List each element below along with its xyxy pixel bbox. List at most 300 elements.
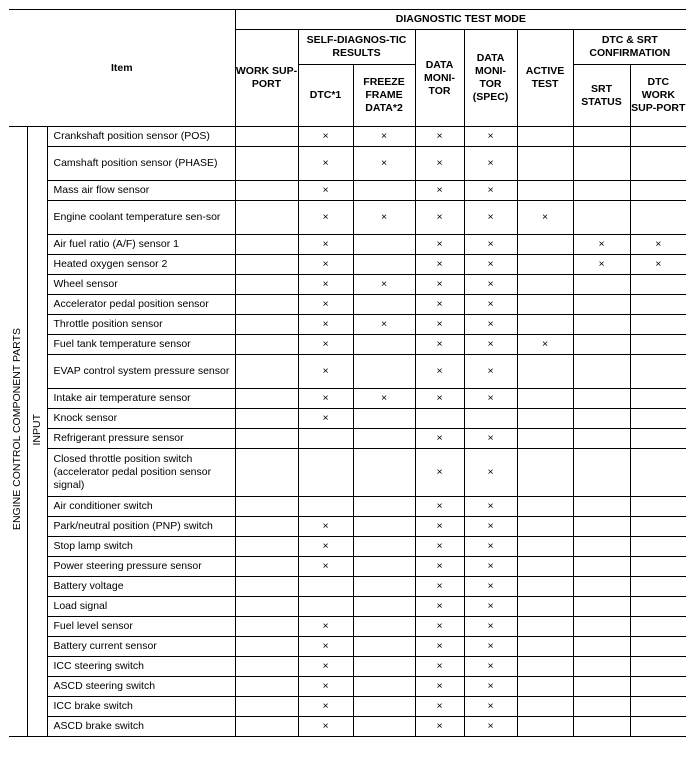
check-mark: × (487, 600, 494, 612)
check-mark: × (322, 660, 329, 672)
check-mark: × (322, 620, 329, 632)
check-mark: × (436, 184, 443, 196)
check-mark: × (487, 680, 494, 692)
mode-cell (517, 147, 573, 181)
mode-cell (464, 557, 517, 577)
mode-cell (353, 389, 415, 409)
check-mark: × (487, 211, 494, 223)
table-row (9, 201, 686, 235)
item-cell: ASCD brake switch (47, 717, 235, 737)
mode-cell (573, 201, 630, 235)
mode-cell (353, 255, 415, 275)
mode-cell (235, 517, 298, 537)
mode-cell (298, 657, 353, 677)
mode-cell (517, 657, 573, 677)
item-cell: Air fuel ratio (A/F) sensor 1 (47, 235, 235, 255)
check-mark: × (436, 540, 443, 552)
table-row (9, 235, 686, 255)
mode-cell (298, 409, 353, 429)
item-cell: Power steering pressure sensor (47, 557, 235, 577)
check-mark: × (436, 318, 443, 330)
check-mark: × (436, 157, 443, 169)
check-mark: × (487, 298, 494, 310)
mode-cell (573, 181, 630, 201)
mode-cell (630, 637, 686, 657)
mode-cell (415, 355, 464, 389)
mode-cell (353, 657, 415, 677)
mode-cell (573, 597, 630, 617)
mode-cell (235, 147, 298, 181)
check-mark: × (436, 560, 443, 572)
check-mark: × (322, 258, 329, 270)
check-mark: × (436, 520, 443, 532)
mode-cell (353, 517, 415, 537)
mode-cell (630, 697, 686, 717)
check-mark: × (487, 466, 494, 478)
mode-cell (235, 389, 298, 409)
mode-cell (235, 181, 298, 201)
check-mark: × (436, 365, 443, 377)
check-mark: × (436, 130, 443, 142)
mode-cell (630, 255, 686, 275)
check-mark: × (487, 130, 494, 142)
mode-cell (298, 235, 353, 255)
mode-cell (235, 275, 298, 295)
table-row (9, 181, 686, 201)
mode-cell (517, 235, 573, 255)
item-cell: Battery current sensor (47, 637, 235, 657)
item-cell: Fuel level sensor (47, 617, 235, 637)
check-mark: × (436, 298, 443, 310)
table-row (9, 637, 686, 657)
check-mark: × (380, 278, 388, 290)
mode-cell (630, 355, 686, 389)
mode-cell (464, 295, 517, 315)
mode-cell (630, 449, 686, 497)
item-cell: Knock sensor (47, 409, 235, 429)
table-row (9, 389, 686, 409)
mode-cell (630, 127, 686, 147)
mode-cell (464, 147, 517, 181)
mode-cell (464, 637, 517, 657)
mode-cell (235, 355, 298, 389)
check-mark: × (487, 184, 494, 196)
mode-cell (573, 389, 630, 409)
check-mark: × (487, 157, 494, 169)
mode-cell (353, 429, 415, 449)
mode-cell (630, 235, 686, 255)
check-mark: × (436, 700, 443, 712)
dtc-srt-confirmation-header: DTC & SRT CONFIRMATION (573, 30, 686, 65)
freeze-frame-header: FREEZE FRAME DATA*2 (353, 65, 415, 127)
mode-cell (298, 147, 353, 181)
table-row (9, 697, 686, 717)
check-mark: × (322, 298, 329, 310)
item-cell: ICC steering switch (47, 657, 235, 677)
mode-cell (353, 697, 415, 717)
mode-cell (235, 617, 298, 637)
data-monitor-spec-header: DATA MONI-TOR (SPEC) (464, 30, 517, 127)
mode-cell (464, 657, 517, 677)
mode-cell (298, 577, 353, 597)
mode-cell (517, 429, 573, 449)
mode-cell (464, 127, 517, 147)
mode-cell (464, 315, 517, 335)
mode-cell (517, 597, 573, 617)
check-mark: × (322, 720, 329, 732)
mode-cell (573, 617, 630, 637)
mode-cell (573, 315, 630, 335)
mode-cell (415, 335, 464, 355)
check-mark: × (436, 238, 443, 250)
item-cell: Air conditioner switch (47, 497, 235, 517)
mode-cell (353, 537, 415, 557)
check-mark: × (487, 392, 494, 404)
mode-cell (464, 335, 517, 355)
item-cell: Mass air flow sensor (47, 181, 235, 201)
mode-cell (517, 127, 573, 147)
mode-cell (415, 697, 464, 717)
mode-cell (298, 497, 353, 517)
mode-cell (573, 497, 630, 517)
mode-cell (353, 355, 415, 389)
item-cell: Park/neutral position (PNP) switch (47, 517, 235, 537)
mode-cell (353, 335, 415, 355)
mode-cell (573, 697, 630, 717)
item-cell: Closed throttle position switch (accelerator pedal position sensor signal) (47, 449, 235, 497)
mode-cell (353, 717, 415, 737)
mode-cell (235, 597, 298, 617)
item-cell: Battery voltage (47, 577, 235, 597)
check-mark: × (487, 620, 494, 632)
table-row (9, 335, 686, 355)
item-cell: Wheel sensor (47, 275, 235, 295)
mode-cell (464, 449, 517, 497)
mode-cell (630, 577, 686, 597)
check-mark: × (487, 720, 494, 732)
check-mark: × (487, 432, 494, 444)
check-mark: × (322, 184, 329, 196)
table-row (9, 557, 686, 577)
item-cell: Accelerator pedal position sensor (47, 295, 235, 315)
mode-cell (464, 389, 517, 409)
mode-cell (573, 577, 630, 597)
check-mark: × (487, 238, 494, 250)
check-mark: × (436, 211, 443, 223)
mode-cell (415, 295, 464, 315)
mode-cell (235, 295, 298, 315)
check-mark: × (487, 278, 494, 290)
mode-cell (464, 181, 517, 201)
mode-cell (353, 127, 415, 147)
mode-cell (298, 335, 353, 355)
mode-cell (517, 181, 573, 201)
check-mark: × (436, 680, 443, 692)
table-body (9, 127, 686, 737)
mode-cell (517, 335, 573, 355)
input-label-text: INPUT (30, 413, 43, 446)
mode-cell (415, 201, 464, 235)
check-mark: × (322, 412, 329, 424)
srt-status-header: SRT STATUS (573, 65, 630, 127)
table-row (9, 657, 686, 677)
mode-cell (298, 275, 353, 295)
table-row (9, 497, 686, 517)
mode-cell (630, 517, 686, 537)
mode-cell (573, 657, 630, 677)
mode-cell (630, 201, 686, 235)
mode-cell (235, 697, 298, 717)
mode-cell (573, 557, 630, 577)
mode-cell (298, 201, 353, 235)
mode-cell (298, 315, 353, 335)
table-row (9, 517, 686, 537)
mode-cell (517, 717, 573, 737)
mode-cell (573, 449, 630, 497)
check-mark: × (322, 365, 329, 377)
mode-cell (464, 597, 517, 617)
mode-cell (353, 201, 415, 235)
mode-cell (298, 389, 353, 409)
mode-cell (464, 497, 517, 517)
check-mark: × (322, 700, 329, 712)
table-row (9, 147, 686, 181)
mode-cell (415, 235, 464, 255)
mode-cell (517, 449, 573, 497)
check-mark: × (322, 640, 329, 652)
check-mark: × (322, 211, 329, 223)
table-row (9, 677, 686, 697)
check-mark: × (598, 238, 605, 250)
mode-cell (415, 409, 464, 429)
mode-cell (573, 335, 630, 355)
check-mark: × (322, 338, 329, 350)
check-mark: × (487, 580, 494, 592)
mode-cell (573, 235, 630, 255)
mode-cell (235, 335, 298, 355)
check-mark: × (436, 392, 443, 404)
mode-cell (517, 497, 573, 517)
item-cell: ASCD steering switch (47, 677, 235, 697)
check-mark: × (487, 700, 494, 712)
mode-cell (630, 537, 686, 557)
data-monitor-header: DATA MONI-TOR (415, 30, 464, 127)
mode-cell (573, 355, 630, 389)
table-row (9, 537, 686, 557)
mode-cell (464, 235, 517, 255)
check-mark: × (436, 432, 443, 444)
check-mark: × (436, 278, 443, 290)
mode-cell (298, 637, 353, 657)
mode-cell (353, 449, 415, 497)
mode-cell (235, 677, 298, 697)
mode-cell (353, 637, 415, 657)
item-cell: EVAP control system pressure sensor (47, 355, 235, 389)
mode-cell (415, 617, 464, 637)
check-mark: × (380, 211, 388, 223)
mode-cell (298, 127, 353, 147)
table-row (9, 255, 686, 275)
mode-cell (298, 557, 353, 577)
check-mark: × (436, 466, 443, 478)
mode-cell (235, 557, 298, 577)
mode-cell (573, 127, 630, 147)
mode-cell (298, 617, 353, 637)
check-mark: × (541, 338, 549, 350)
mode-cell (573, 409, 630, 429)
table-row (9, 127, 686, 147)
check-mark: × (436, 720, 443, 732)
mode-cell (415, 255, 464, 275)
mode-cell (298, 537, 353, 557)
check-mark: × (380, 318, 388, 330)
mode-cell (353, 315, 415, 335)
check-mark: × (541, 211, 549, 223)
mode-cell (464, 577, 517, 597)
check-mark: × (380, 130, 388, 142)
mode-cell (517, 201, 573, 235)
mode-cell (630, 617, 686, 637)
mode-cell (464, 617, 517, 637)
mode-cell (517, 537, 573, 557)
check-mark: × (322, 560, 329, 572)
dtc-work-support-header: DTC WORK SUP-PORT (630, 65, 686, 127)
table-row (9, 717, 686, 737)
check-mark: × (436, 640, 443, 652)
item-cell: Refrigerant pressure sensor (47, 429, 235, 449)
check-mark: × (436, 660, 443, 672)
check-mark: × (322, 540, 329, 552)
mode-cell (573, 677, 630, 697)
mode-cell (415, 497, 464, 517)
mode-cell (517, 557, 573, 577)
check-mark: × (487, 258, 494, 270)
engine-control-label (9, 127, 27, 737)
mode-cell (235, 717, 298, 737)
check-mark: × (598, 258, 605, 270)
mode-cell (464, 697, 517, 717)
mode-cell (235, 409, 298, 429)
mode-cell (517, 409, 573, 429)
mode-cell (353, 617, 415, 637)
mode-cell (415, 127, 464, 147)
mode-cell (298, 717, 353, 737)
mode-cell (298, 429, 353, 449)
check-mark: × (487, 640, 494, 652)
item-cell: Engine coolant temperature sen-sor (47, 201, 235, 235)
mode-cell (415, 537, 464, 557)
check-mark: × (322, 520, 329, 532)
mode-cell (235, 201, 298, 235)
mode-cell (298, 181, 353, 201)
table-row (9, 597, 686, 617)
mode-cell (298, 597, 353, 617)
mode-cell (630, 497, 686, 517)
mode-cell (573, 637, 630, 657)
check-mark: × (487, 540, 494, 552)
mode-cell (573, 517, 630, 537)
item-cell: Load signal (47, 597, 235, 617)
item-cell: Heated oxygen sensor 2 (47, 255, 235, 275)
mode-cell (235, 235, 298, 255)
mode-cell (630, 335, 686, 355)
work-support-header: WORK SUP-PORT (235, 30, 298, 127)
mode-cell (235, 657, 298, 677)
check-mark: × (322, 130, 329, 142)
mode-cell (415, 389, 464, 409)
mode-cell (573, 537, 630, 557)
mode-cell (415, 637, 464, 657)
mode-cell (517, 517, 573, 537)
table-row (9, 449, 686, 497)
mode-cell (573, 147, 630, 181)
mode-cell (415, 275, 464, 295)
check-mark: × (322, 680, 329, 692)
check-mark: × (322, 157, 329, 169)
mode-cell (573, 717, 630, 737)
mode-cell (464, 201, 517, 235)
item-header: Item (9, 10, 235, 127)
mode-cell (298, 517, 353, 537)
mode-cell (517, 275, 573, 295)
diagnostic-table (9, 9, 686, 737)
mode-cell (235, 315, 298, 335)
mode-cell (298, 255, 353, 275)
self-diagnostic-results-header: SELF-DIAGNOS-TIC RESULTS (298, 30, 415, 65)
dtc-header: DTC*1 (298, 65, 353, 127)
mode-cell (630, 657, 686, 677)
mode-cell (415, 677, 464, 697)
item-cell: ICC brake switch (47, 697, 235, 717)
mode-cell (415, 657, 464, 677)
mode-cell (415, 147, 464, 181)
mode-cell (235, 577, 298, 597)
mode-cell (573, 429, 630, 449)
mode-cell (415, 717, 464, 737)
mode-cell (464, 717, 517, 737)
check-mark: × (322, 238, 329, 250)
item-cell: Intake air temperature sensor (47, 389, 235, 409)
check-mark: × (436, 258, 443, 270)
table-row (9, 617, 686, 637)
table-row (9, 295, 686, 315)
item-cell: Fuel tank temperature sensor (47, 335, 235, 355)
mode-cell (235, 449, 298, 497)
mode-cell (298, 355, 353, 389)
check-mark: × (655, 238, 662, 250)
mode-cell (298, 677, 353, 697)
mode-cell (415, 597, 464, 617)
mode-cell (235, 255, 298, 275)
mode-cell (298, 697, 353, 717)
mode-cell (464, 429, 517, 449)
table-row (9, 409, 686, 429)
mode-cell (353, 577, 415, 597)
mode-cell (353, 597, 415, 617)
check-mark: × (436, 580, 443, 592)
mode-cell (630, 275, 686, 295)
mode-cell (630, 295, 686, 315)
mode-cell (415, 429, 464, 449)
mode-cell (464, 355, 517, 389)
mode-cell (353, 295, 415, 315)
mode-cell (353, 497, 415, 517)
check-mark: × (487, 660, 494, 672)
check-mark: × (380, 157, 388, 169)
mode-cell (415, 577, 464, 597)
mode-cell (630, 677, 686, 697)
mode-cell (298, 295, 353, 315)
